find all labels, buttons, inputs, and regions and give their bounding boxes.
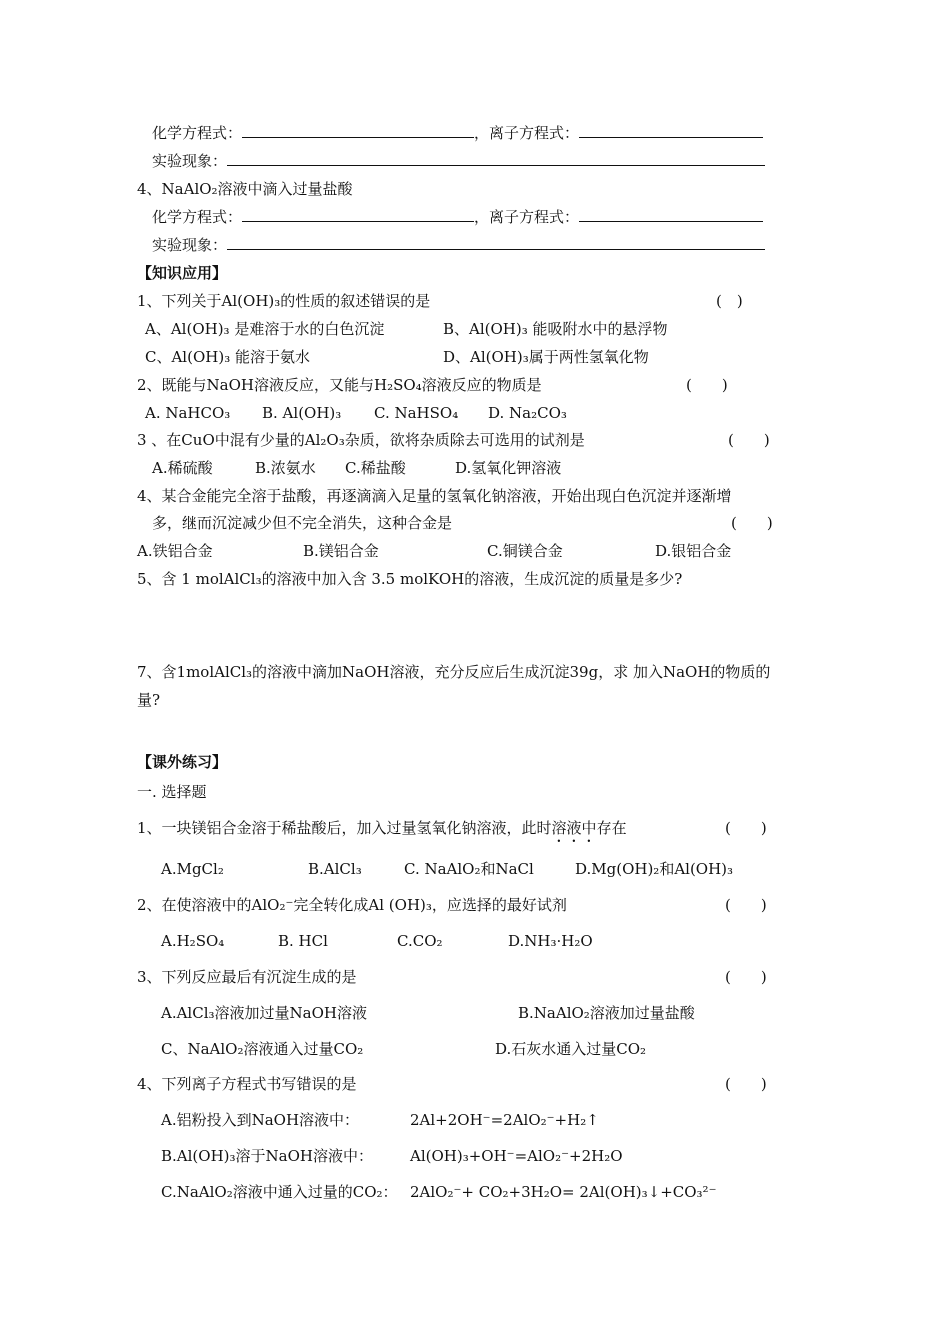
question-stem: 2、在使溶液中的AlO₂⁻完全转化成Al (OH)₃，应选择的最好试剂 [137, 896, 567, 914]
phenomenon-label: 实验现象： [152, 152, 228, 170]
option-b[interactable]: B.浓氨水 [255, 459, 316, 477]
answer-paren[interactable]: ( ) [731, 514, 773, 532]
option-c[interactable]: C. NaAlO₂和NaCl [404, 860, 534, 878]
option-a[interactable]: A.铁铝合金 [137, 542, 213, 560]
option-d[interactable]: D.石灰水通入过量CO₂ [495, 1040, 647, 1058]
chem-eq-label: 化学方程式： [152, 124, 243, 142]
phenomenon-label: 实验现象： [152, 236, 228, 254]
answer-paren[interactable]: ( ) [725, 968, 767, 986]
option-b-equation: Al(OH)₃+OH⁻=AlO₂⁻+2H₂O [410, 1147, 623, 1165]
chem-eq-row-2 [152, 207, 763, 227]
option-a[interactable]: A、Al(OH)₃ 是难溶于水的白色沉淀 [145, 320, 385, 338]
option-b[interactable]: B. Al(OH)₃ [262, 404, 342, 422]
phenomenon-row-1 [152, 151, 765, 171]
answer-blank[interactable] [579, 207, 763, 222]
option-c[interactable]: C.CO₂ [397, 932, 443, 950]
option-a-equation: 2Al+2OH⁻=2AlO₂⁻+H₂↑ [410, 1111, 599, 1129]
chem-eq-row-1 [152, 123, 763, 143]
answer-paren[interactable]: ( ) [725, 819, 767, 837]
ion-eq-label: ，离子方程式： [474, 208, 580, 226]
question-stem-line-1: 4、某合金能完全溶于盐酸，再逐滴滴入足量的氢氧化钠溶液，开始出现白色沉淀并逐渐增 [137, 487, 732, 505]
answer-paren[interactable]: ( ) [728, 431, 770, 449]
answer-paren[interactable]: ( ) [725, 896, 767, 914]
option-d[interactable]: D. Na₂CO₃ [488, 404, 567, 422]
question-5: 5、含 1 molAlCl₃的溶液中加入含 3.5 molKOH的溶液，生成沉淀的质量是多少? [137, 570, 683, 588]
answer-paren[interactable]: ( ) [686, 376, 728, 394]
question-7-line-1: 7、含1molAlCl₃的溶液中滴加NaOH溶液，充分反应后生成沉淀39g，求 加入NaOH的物质的 [137, 663, 771, 681]
stem-text: 存在 [596, 819, 627, 837]
question-stem: 3、下列反应最后有沉淀生成的是 [137, 968, 357, 986]
answer-blank[interactable] [227, 235, 765, 250]
question-stem: 2、既能与NaOH溶液反应，又能与H₂SO₄溶液反应的物质是 [137, 376, 542, 394]
answer-paren[interactable]: ( ) [725, 1075, 767, 1093]
phenomenon-row-2 [152, 235, 765, 255]
option-d[interactable]: D、Al(OH)₃属于两性氢氧化物 [443, 348, 649, 366]
option-a[interactable]: A.AlCl₃溶液加过量NaOH溶液 [161, 1004, 367, 1022]
question-stem [137, 818, 627, 846]
option-c[interactable]: C.稀盐酸 [345, 459, 406, 477]
option-b[interactable]: B. HCl [278, 932, 328, 950]
answer-blank[interactable] [227, 151, 765, 166]
option-a[interactable]: A. NaHCO₃ [145, 404, 231, 422]
answer-blank[interactable] [579, 123, 763, 138]
option-c[interactable]: C.铜镁合金 [487, 542, 563, 560]
option-a[interactable]: A.H₂SO₄ [161, 932, 225, 950]
section-heading-apply: 【知识应用】 [137, 264, 228, 282]
option-a-description[interactable]: A.铝粉投入到NaOH溶液中： [161, 1111, 360, 1129]
option-d[interactable]: D.NH₃·H₂O [508, 932, 593, 950]
section-heading-practice: 【课外练习】 [137, 753, 228, 771]
answer-blank[interactable] [242, 207, 474, 222]
option-d[interactable]: D.Mg(OH)₂和Al(OH)₃ [575, 860, 734, 878]
answer-paren[interactable]: ( ) [716, 292, 743, 310]
option-a[interactable]: A.稀硫酸 [152, 459, 213, 477]
option-b-description[interactable]: B.Al(OH)₃溶于NaOH溶液中： [161, 1147, 373, 1165]
option-b[interactable]: B.镁铝合金 [303, 542, 379, 560]
option-b[interactable]: B.NaAlO₂溶液加过量盐酸 [518, 1004, 695, 1022]
option-c[interactable]: C、NaAlO₂溶液通入过量CO₂ [161, 1040, 364, 1058]
option-b[interactable]: B、Al(OH)₃ 能吸附水中的悬浮物 [443, 320, 668, 338]
option-d[interactable]: D.银铝合金 [655, 542, 732, 560]
chem-eq-label: 化学方程式： [152, 208, 243, 226]
option-c[interactable]: C. NaHSO₄ [374, 404, 459, 422]
question-stem: 1、下列关于Al(OH)₃的性质的叙述错误的是 [137, 292, 431, 310]
option-c-equation: 2AlO₂⁻+ CO₂+3H₂O= 2Al(OH)₃↓+CO₃²⁻ [410, 1183, 717, 1201]
question-7-line-2: 量? [137, 691, 161, 709]
review-item-4-title: 4、NaAlO₂溶液中滴入过量盐酸 [137, 180, 353, 198]
option-b[interactable]: B.AlCl₃ [308, 860, 362, 878]
option-c[interactable]: C、Al(OH)₃ 能溶于氨水 [145, 348, 310, 366]
stem-text: 1、一块镁铝合金溶于稀盐酸后，加入过量氢氧化钠溶液，此时 [137, 819, 552, 837]
question-stem: 3 、在CuO中混有少量的Al₂O₃杂质，欲将杂质除去可选用的试剂是 [137, 431, 585, 449]
answer-blank[interactable] [242, 123, 474, 138]
option-d[interactable]: D.氢氧化钾溶液 [455, 459, 562, 477]
subsection-heading: 一. 选择题 [137, 783, 207, 801]
emphasized-text: 溶液中 [551, 819, 597, 837]
ion-eq-label: ，离子方程式： [474, 124, 580, 142]
question-stem: 4、下列离子方程式书写错误的是 [137, 1075, 357, 1093]
question-stem-line-2: 多，继而沉淀减少但不完全消失，这种合金是 [152, 514, 453, 532]
option-c-description[interactable]: C.NaAlO₂溶液中通入过量的CO₂： [161, 1183, 398, 1201]
option-a[interactable]: A.MgCl₂ [161, 860, 224, 878]
